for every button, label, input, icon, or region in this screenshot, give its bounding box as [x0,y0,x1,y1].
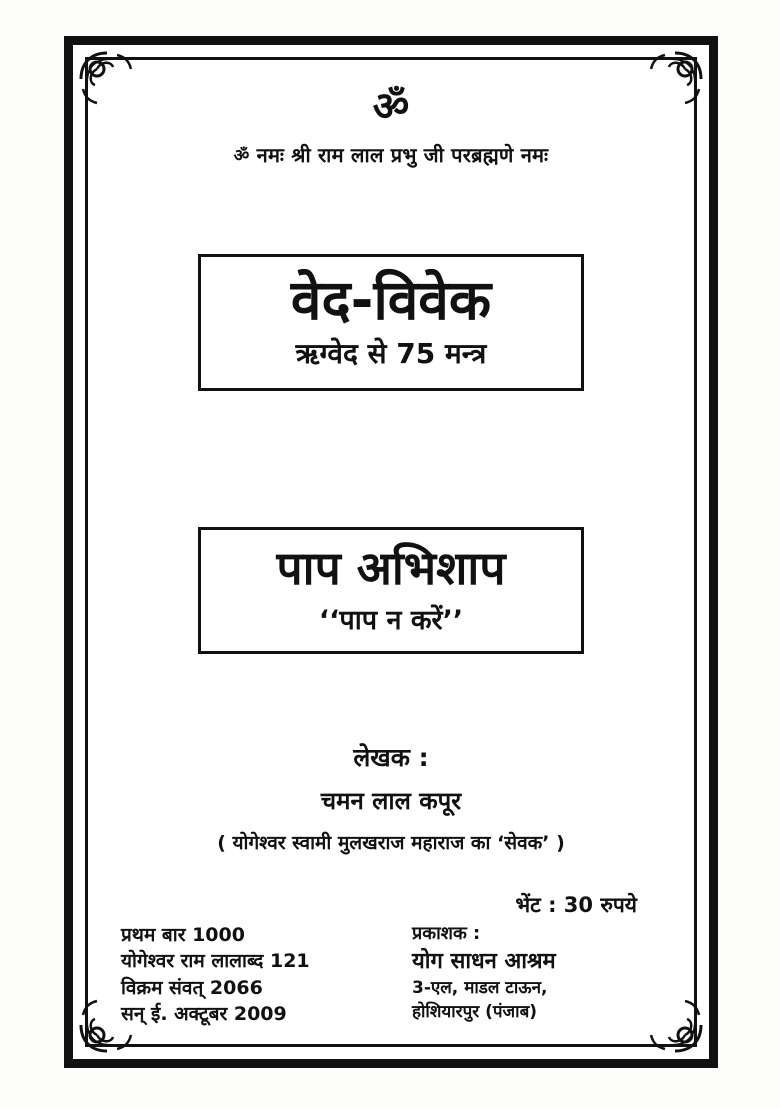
gregorian-date-line: सन् ई. अक्टूबर 2009 [121,1002,287,1025]
author-name: चमन लाल कपूर [320,787,462,816]
vikram-samvat-line: विक्रम संवत् 2066 [121,976,263,999]
imprint-block [109,922,673,1027]
second-book-title: पाप अभिशाप [276,541,506,596]
publisher-name: योग साधन आश्रम [412,948,556,974]
invocation-text: नमः श्री राम लाल प्रभु जी परब्रह्मणे नमः [256,143,549,167]
book-title: वेद-विवेक [290,268,492,332]
edition-details [109,922,406,1027]
invocation-om-icon: ॐ [233,146,250,166]
edition-line: प्रथम बार 1000 [121,924,245,947]
cover-content [99,71,683,1033]
book-subtitle: ऋग्वेद से 75 मन्त्र [295,337,487,371]
invocation-line [99,141,683,168]
decorative-outer-border [64,36,718,1068]
second-book-subtitle: ‘‘पाप न करें’’ [318,605,464,637]
om-symbol-icon: ॐ [372,84,410,130]
publisher-details [406,922,556,1027]
publisher-label: प्रकाशक : [412,923,481,945]
author-note: ( योगेश्वर स्वामी मुलखराज महाराज का ‘सेवक’ ) [217,832,565,855]
publisher-address-line-2: होशियारपुर (पंजाब) [412,1001,538,1022]
publisher-address-line-1: 3-एल, माडल टाऊन, [412,978,548,999]
price-text: भेंट : 30 रुपये [515,893,637,918]
author-block [99,740,683,855]
primary-title-box [198,254,584,391]
secondary-title-box [198,527,584,654]
author-label: लेखक : [353,743,429,773]
era-line: योगेश्वर राम लालाब्द 121 [121,950,310,973]
